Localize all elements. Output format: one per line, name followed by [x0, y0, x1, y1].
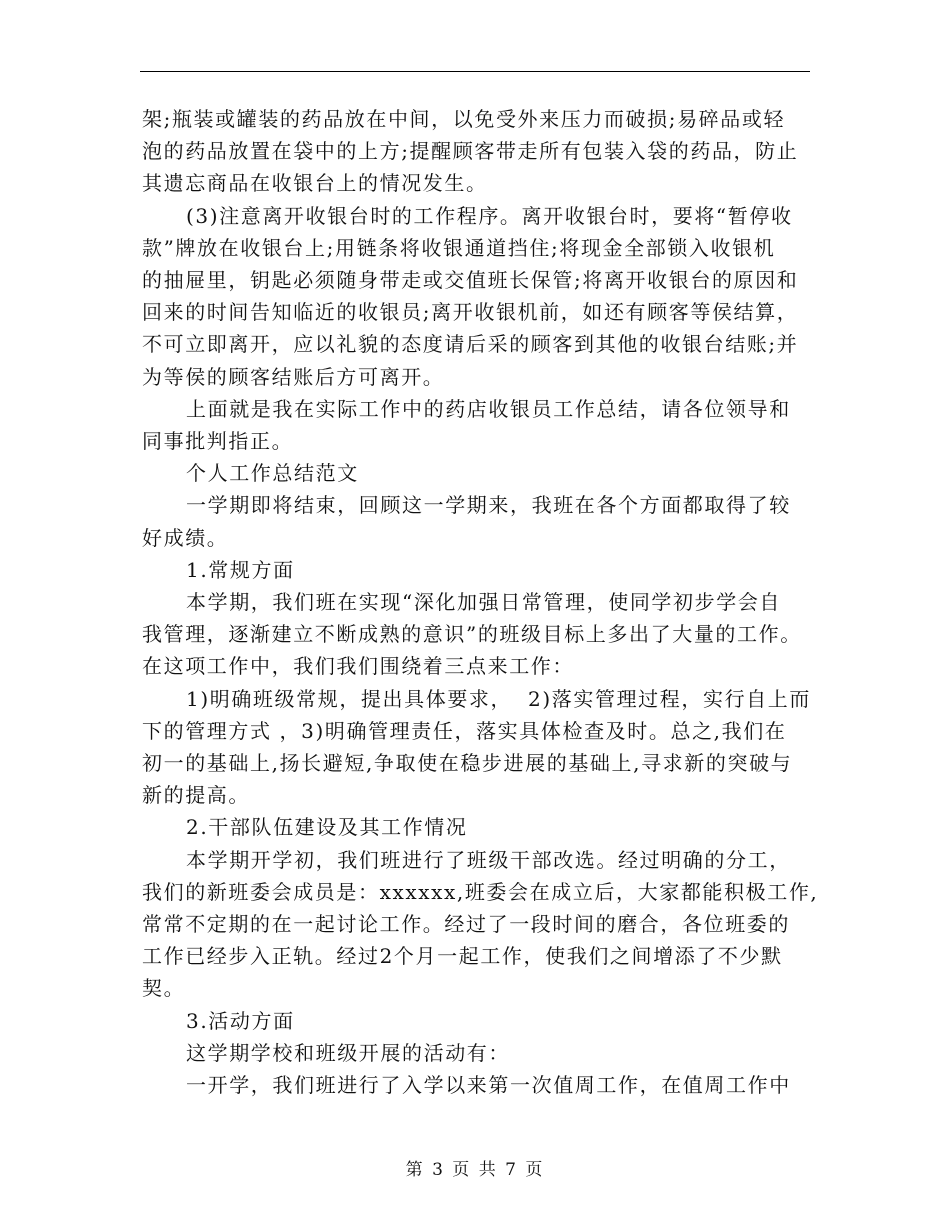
text-line: 下的管理方式 ，3)明确管理责任，落实具体检查及时。总之,我们在	[142, 718, 787, 743]
text-line: 好成绩。	[142, 525, 229, 550]
text-line: 我管理，逐渐建立不断成熟的意识”的班级目标上多出了大量的工作。	[142, 622, 802, 647]
text-line: (3)注意离开收银台时的工作程序。离开收银台时，要将“暂停收	[186, 203, 793, 228]
text-line: 其遗忘商品在收银台上的情况发生。	[142, 171, 488, 196]
text-line: 这学期学校和班级开展的活动有：	[186, 1040, 510, 1065]
header-rule	[140, 71, 810, 72]
text-line: 1)明确班级常规，提出具体要求， 2)落实管理过程，实行自上而	[186, 686, 811, 711]
text-line: 工作已经步入正轨。经过2个月一起工作，使我们之间增添了不少默	[142, 944, 783, 969]
text-line: 一学期即将结束，回顾这一学期来，我班在各个方面都取得了较	[186, 493, 791, 518]
text-line: 本学期开学初，我们班进行了班级干部改选。经过明确的分工，	[186, 847, 791, 872]
text-line: 款”牌放在收银台上;用链条将收银通道挡住;将现金全部锁入收银机	[142, 235, 776, 260]
text-line: 我们的新班委会成员是：xxxxxx,班委会在成立后，大家都能积极工作,	[142, 879, 819, 904]
page-number: 第 3 页 共 7 页	[405, 1160, 545, 1180]
text-line: 本学期，我们班在实现“深化加强日常管理，使同学初步学会自	[186, 590, 782, 615]
document-body	[142, 103, 819, 1101]
text-line: 上面就是我在实际工作中的药店收银员工作总结，请各位领导和	[186, 396, 791, 421]
text-line: 架;瓶装或罐装的药品放在中间，以免受外来压力而破损;易碎品或轻	[142, 107, 786, 131]
text-line: 初一的基础上,扬长避短,争取使在稳步进展的基础上,寻求新的突破与	[142, 751, 793, 776]
section-heading: 1.常规方面	[186, 557, 295, 582]
text-line: 在这项工作中，我们我们围绕着三点来工作：	[142, 654, 574, 679]
text-line: 契。	[142, 976, 186, 1001]
text-line: 新的提高。	[142, 783, 250, 808]
text-line: 不可立即离开，应以礼貌的态度请后采的顾客到其他的收银台结账;并	[142, 332, 799, 357]
text-line: 的抽屉里，钥匙必须随身带走或交值班长保管;将离开收银台的原因和	[142, 268, 799, 293]
section-heading: 3.活动方面	[186, 1008, 295, 1033]
text-line: 回来的时间告知临近的收银员;离开收银机前，如还有顾客等侯结算，	[142, 300, 799, 325]
section-heading: 个人工作总结范文	[186, 461, 359, 486]
text-line: 同事批判指正。	[142, 429, 294, 454]
text-line: 为等侯的顾客结账后方可离开。	[142, 364, 445, 389]
text-line: 常常不定期的在一起讨论工作。经过了一段时间的磨合，各位班委的	[142, 912, 790, 937]
text-line: 泡的药品放置在袋中的上方;提醒顾客带走所有包装入袋的药品，防止	[142, 139, 799, 164]
section-heading: 2.干部队伍建设及其工作情况	[186, 815, 468, 840]
text-line: 一开学，我们班进行了入学以来第一次值周工作，在值周工作中	[186, 1073, 791, 1098]
